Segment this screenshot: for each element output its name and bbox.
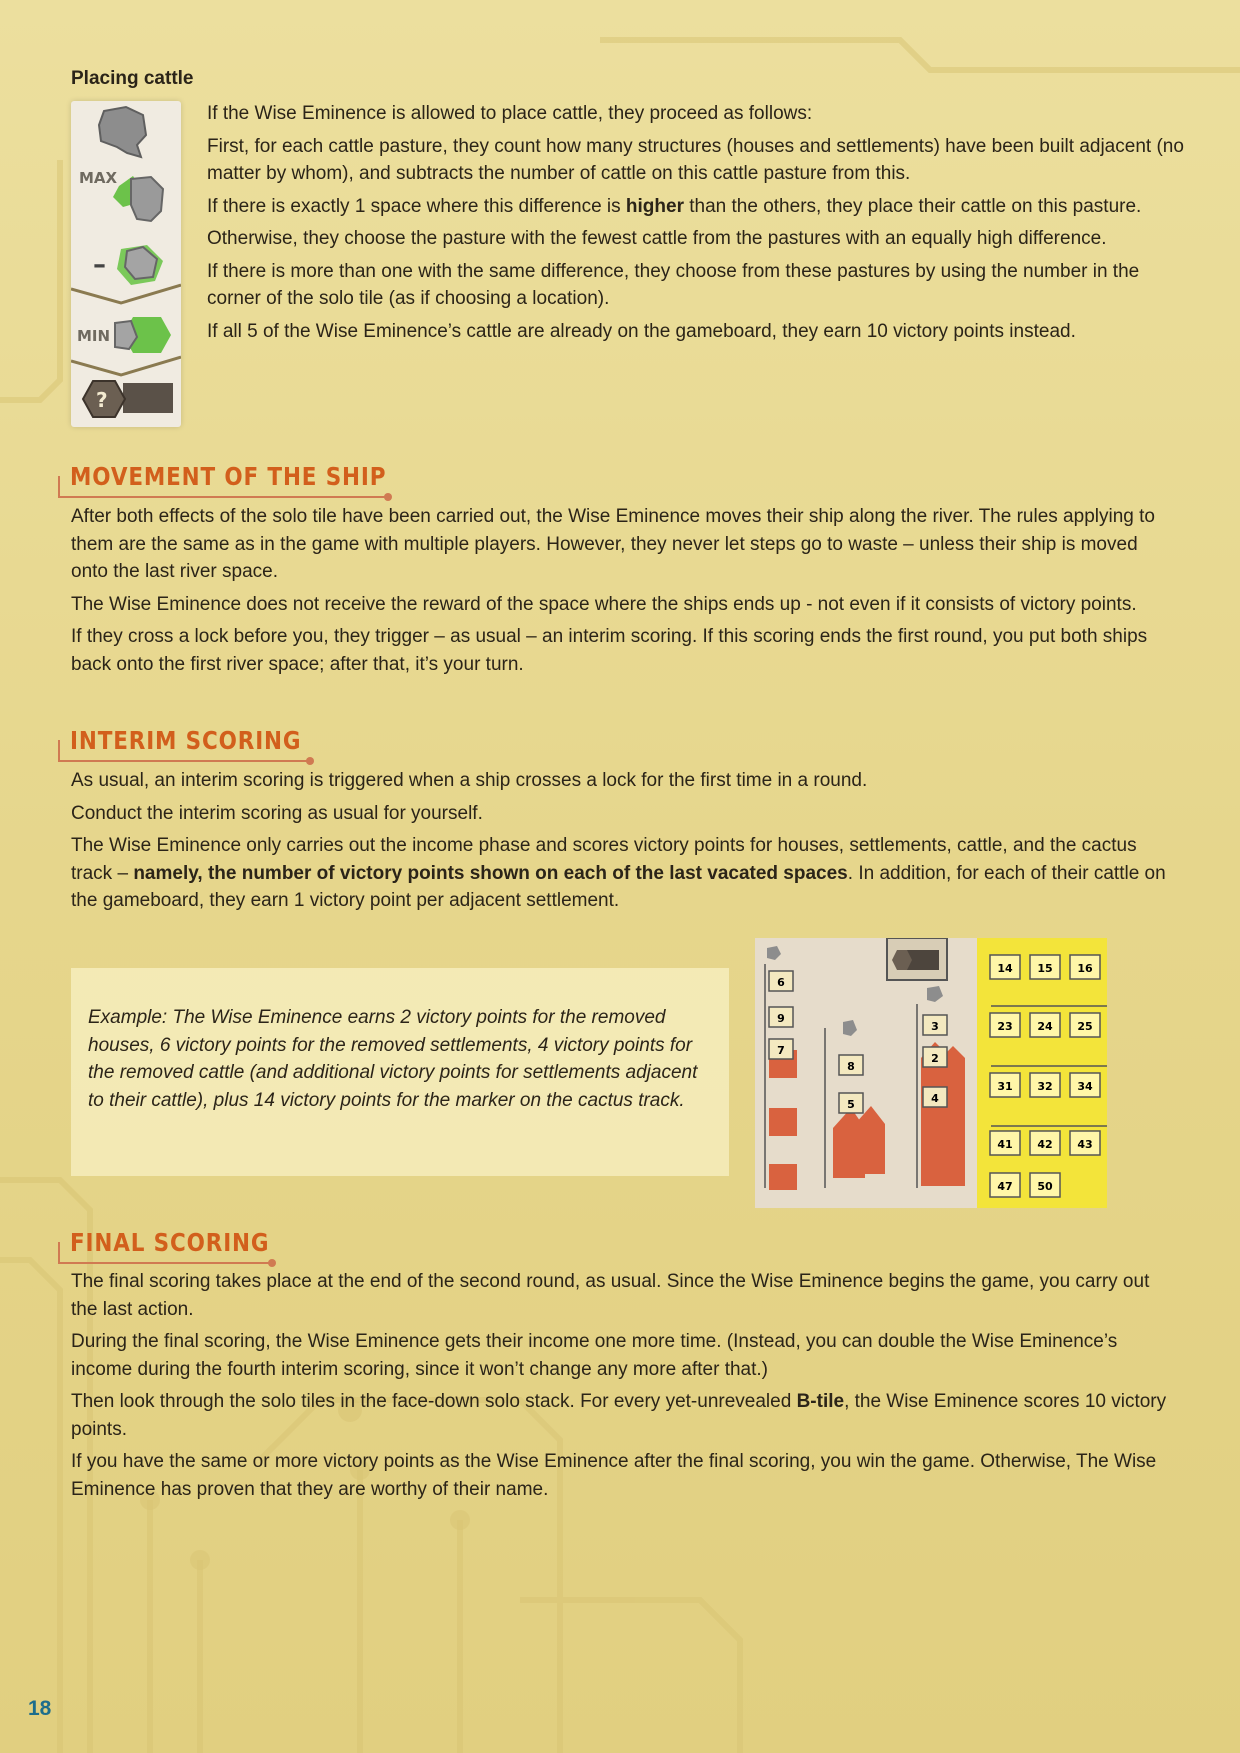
paragraph: The final scoring takes place at the end of the second round, as usual. Since the Wise Eminence begins the game, you carry out the last action. <box>71 1271 1150 1320</box>
track-number: 50 <box>1037 1180 1053 1193</box>
placing-cattle-text <box>207 100 1187 350</box>
cactus-space <box>923 1015 947 1035</box>
cactus-space <box>923 1087 947 1107</box>
track-space <box>1070 955 1100 979</box>
cactus-number: 9 <box>777 1012 785 1025</box>
paragraph: During the final scoring, the Wise Eminence gets their income one more time. (Instead, you can double the Wise Eminence’s income during the fourth interim scoring, since it won’t change any more after that.) <box>71 1331 1118 1380</box>
track-space <box>990 955 1020 979</box>
placing-cattle-heading: Placing cattle <box>71 68 194 89</box>
track-space <box>990 1173 1020 1197</box>
cactus-number: 4 <box>931 1092 939 1105</box>
paragraph: The Wise Eminence does not receive the reward of the space where the ships ends up - not even if it consists of victory points. <box>71 593 1137 615</box>
cactus-number: 8 <box>847 1060 855 1073</box>
track-number: 42 <box>1037 1138 1053 1151</box>
track-space <box>1030 1013 1060 1037</box>
movement-heading <box>58 462 398 502</box>
track-space <box>1070 1013 1100 1037</box>
solo-tile-image <box>71 101 181 427</box>
minus-label: – <box>93 250 106 280</box>
cactus-number: 6 <box>777 976 785 989</box>
final-text <box>71 1268 1171 1508</box>
max-label: MAX <box>79 169 118 187</box>
track-number: 24 <box>1037 1020 1053 1033</box>
track-number: 25 <box>1077 1020 1093 1033</box>
paragraph: The Wise Eminence only carries out the income phase and scores victory points for houses, settlements, cattle, and the cactus track – namely, the number of victory points shown on each of the last vacated spaces. In addition, for each of their cattle on the gameboard, they earn 1 victory point per adjacent settlement. <box>71 835 1166 911</box>
cactus-space <box>839 1093 863 1113</box>
paragraph: If the Wise Eminence is allowed to place cattle, they proceed as follows: <box>207 103 813 124</box>
example-text: Example: The Wise Eminence earns 2 victory points for the removed houses, 6 victory points for the removed settlements, 4 victory points for the removed cattle (and additional victory points for settlements adjacent to their cattle), plus 14 victory points for the marker on the cactus track. <box>88 1007 698 1111</box>
example-gameboard-image <box>755 938 1107 1208</box>
track-space <box>1030 1173 1060 1197</box>
track-number: 43 <box>1077 1138 1093 1151</box>
cactus-space <box>769 971 793 991</box>
track-space <box>990 1013 1020 1037</box>
paragraph: If there is exactly 1 space where this difference is higher than the others, they place their cattle on this pasture. <box>207 195 1142 217</box>
track-number: 31 <box>997 1080 1013 1093</box>
section-title: MOVEMENT OF THE SHIP <box>70 462 387 491</box>
paragraph: Conduct the interim scoring as usual for yourself. <box>71 802 483 824</box>
track-number: 15 <box>1037 962 1053 975</box>
paragraph: After both effects of the solo tile have been carried out, the Wise Eminence moves their ship along the river. The rules applying to them are the same as in the game with multiple players. However, they never let steps go to waste – unless their ship is moved onto the last river space. <box>71 506 1155 582</box>
track-space <box>1030 955 1060 979</box>
cactus-number: 3 <box>931 1020 939 1033</box>
paragraph: As usual, an interim scoring is triggered when a ship crosses a lock for the first time in a round. <box>71 770 868 791</box>
cactus-number: 2 <box>931 1052 939 1065</box>
track-space <box>1070 1073 1100 1097</box>
movement-text <box>71 503 1171 683</box>
page-number: 18 <box>28 1697 52 1720</box>
paragraph: If they cross a lock before you, they trigger – as usual – an interim scoring. If this scoring ends the first round, you put both ships back onto the first river space; after that, it’s your turn. <box>71 626 1148 675</box>
example-box <box>71 968 729 1176</box>
track-space <box>990 1131 1020 1155</box>
track-space <box>1030 1073 1060 1097</box>
paragraph: First, for each cattle pasture, they count how many structures (houses and settlements) have been built adjacent (no matter by whom), and subtracts the number of cattle on this cattle pasture from this. <box>207 135 1184 184</box>
paragraph: Then look through the solo tiles in the face-down solo stack. For every yet-unrevealed B-tile, the Wise Eminence scores 10 victory points. <box>71 1391 1167 1440</box>
track-number: 23 <box>997 1020 1013 1033</box>
track-number: 34 <box>1077 1080 1093 1093</box>
paragraph: If all 5 of the Wise Eminence’s cattle are already on the gameboard, they earn 10 victory points instead. <box>207 320 1076 342</box>
cactus-space <box>769 1007 793 1027</box>
cactus-space <box>769 1039 793 1059</box>
section-title: INTERIM SCORING <box>70 726 302 755</box>
cactus-space <box>839 1055 863 1075</box>
track-space <box>1070 1131 1100 1155</box>
min-label: MIN <box>77 327 111 345</box>
track-number: 41 <box>997 1138 1013 1151</box>
track-space <box>1030 1131 1060 1155</box>
track-number: 14 <box>997 962 1013 975</box>
cactus-number: 5 <box>847 1098 855 1111</box>
paragraph: Otherwise, they choose the pasture with the fewest cattle from the pastures with an equally high difference. <box>207 228 1107 249</box>
track-number: 16 <box>1077 962 1093 975</box>
paragraph: If you have the same or more victory points as the Wise Eminence after the final scoring, you win the game. Otherwise, The Wise Eminence has proven that they are worthy of their name. <box>71 1451 1157 1500</box>
interim-heading <box>58 726 348 766</box>
cactus-number: 7 <box>777 1044 785 1057</box>
final-heading <box>58 1228 338 1268</box>
track-number: 47 <box>997 1180 1013 1193</box>
question-mark-icon: ? <box>96 388 108 412</box>
cactus-space <box>923 1047 947 1067</box>
track-number: 32 <box>1037 1080 1053 1093</box>
section-title: FINAL SCORING <box>70 1228 270 1257</box>
interim-text <box>71 767 1171 920</box>
track-space <box>990 1073 1020 1097</box>
paragraph: If there is more than one with the same difference, they choose from these pastures by using the number in the corner of the solo tile (as if choosing a location). <box>207 260 1140 309</box>
